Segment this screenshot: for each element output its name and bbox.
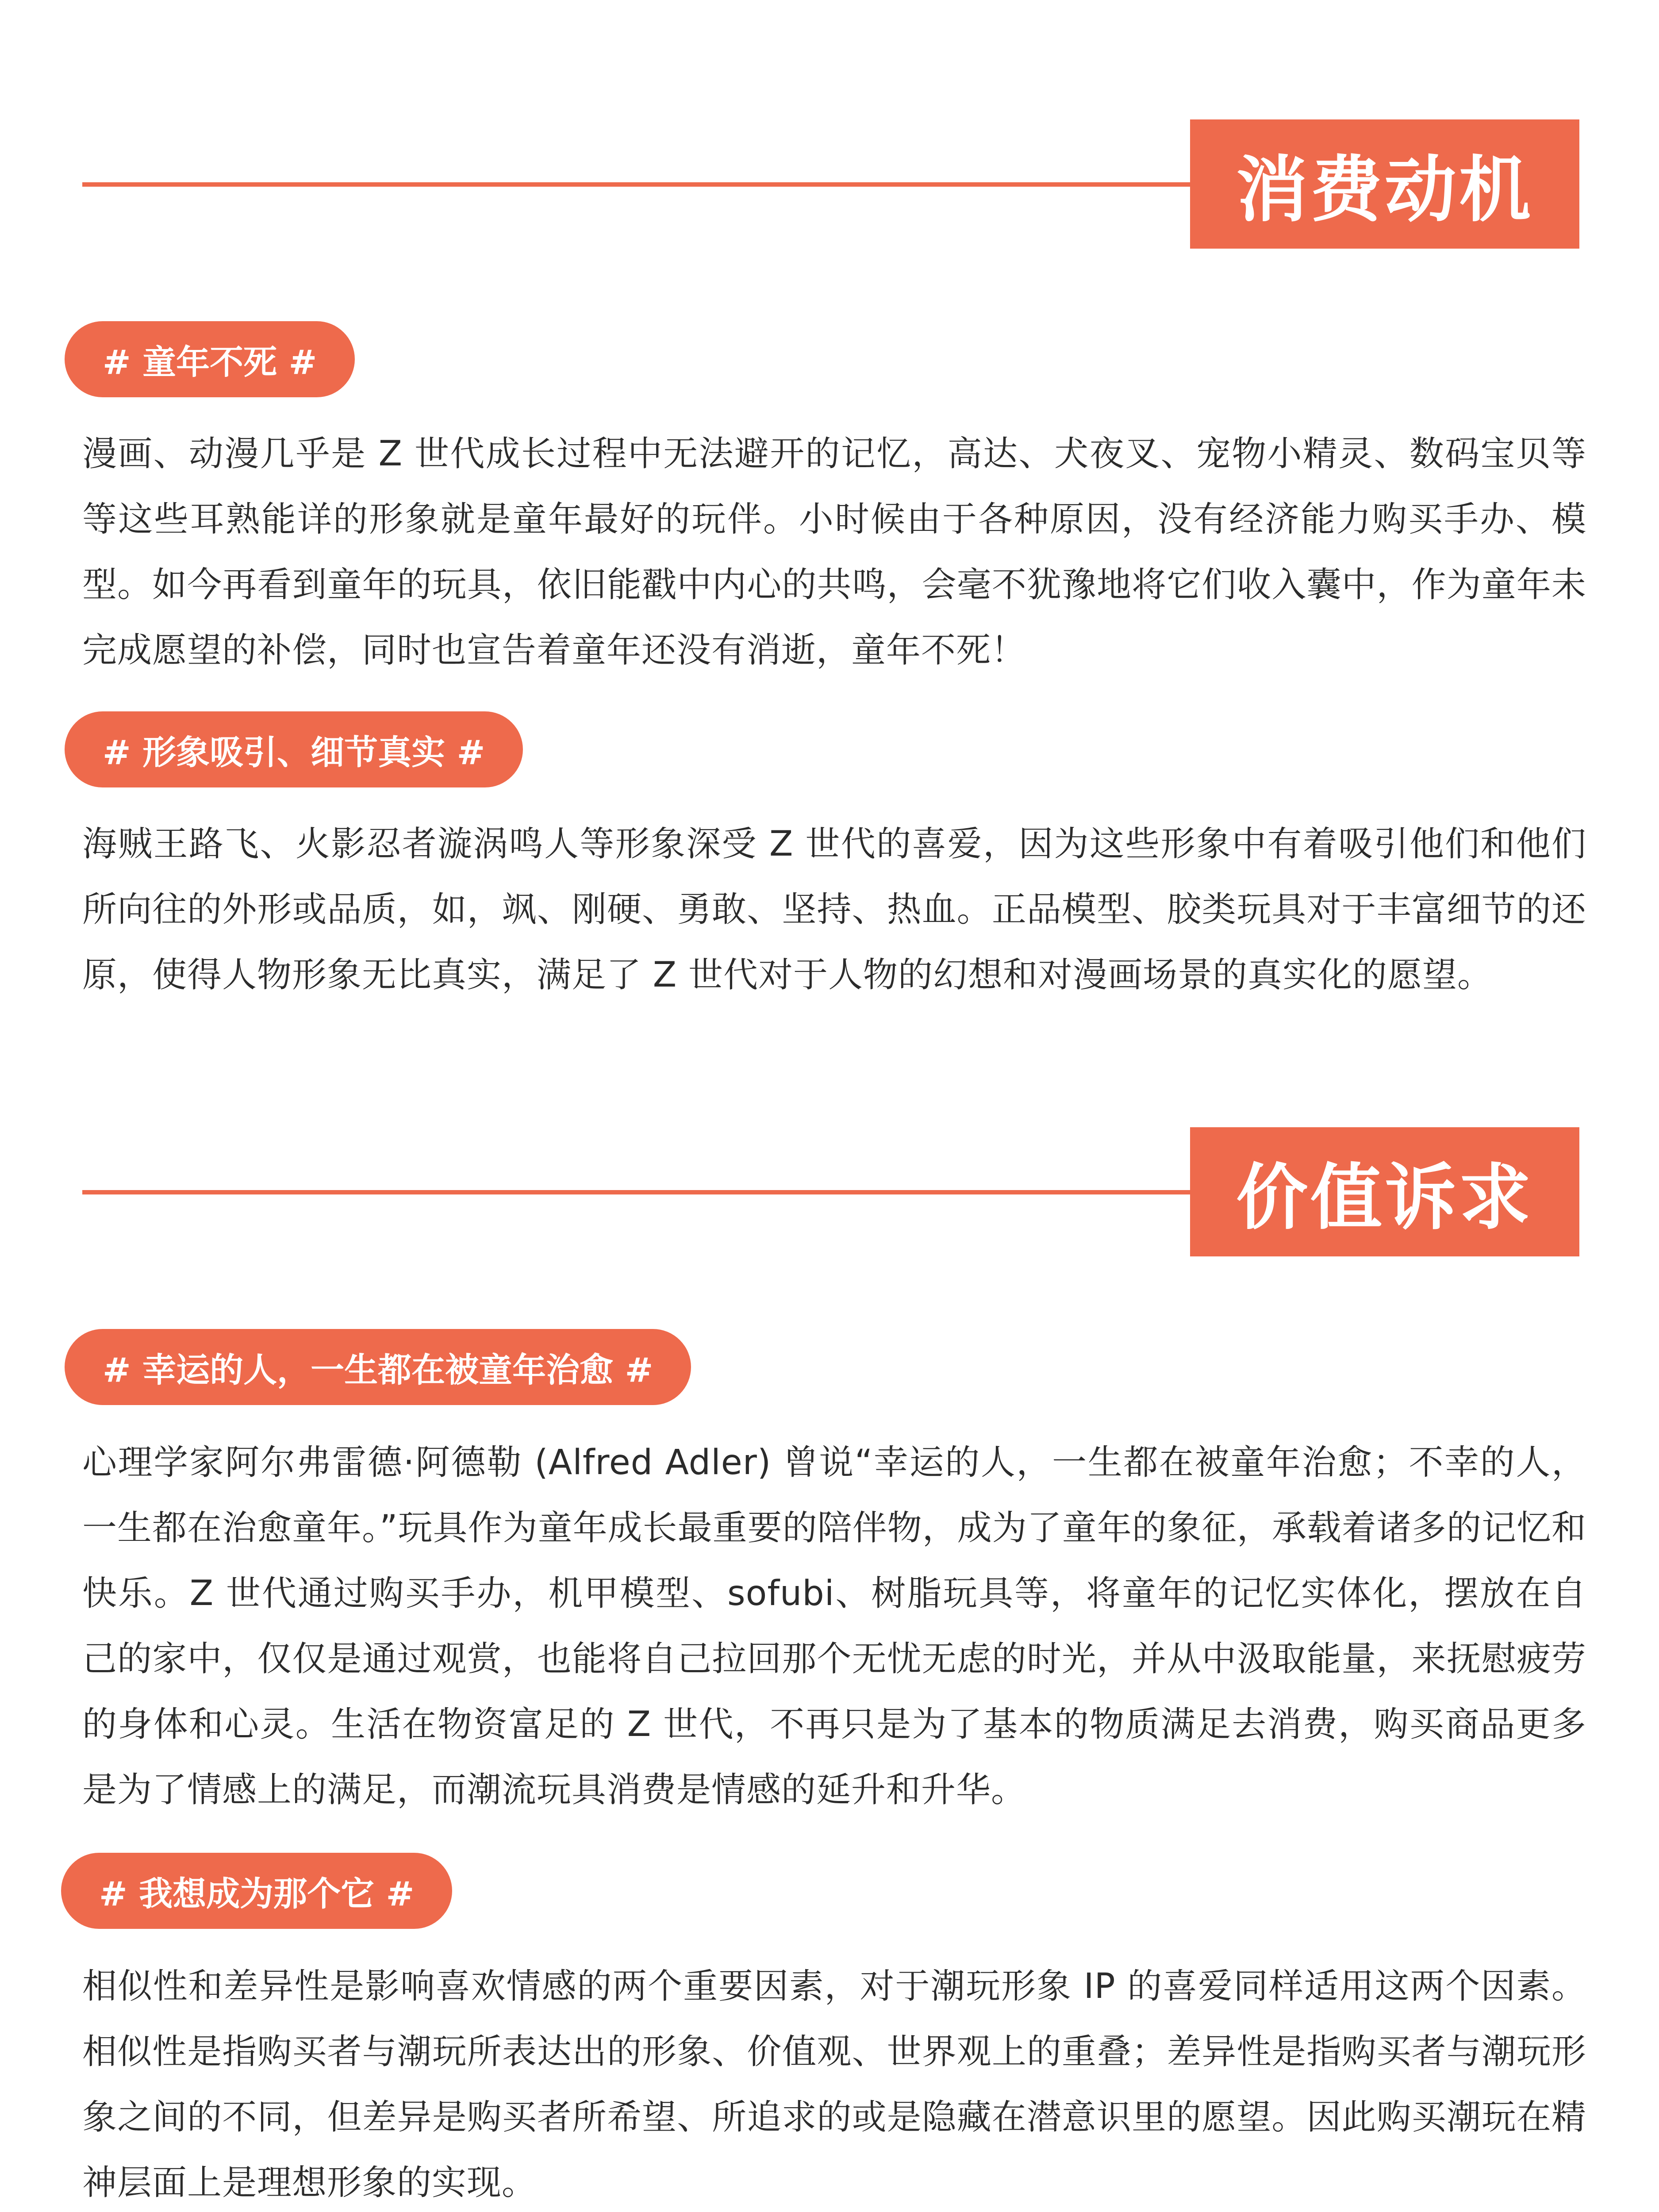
topic-tag: # 我想成为那个它 #	[61, 1853, 452, 1929]
topic-tag: # 童年不死 #	[65, 321, 355, 397]
section-title: 消费动机	[1190, 119, 1579, 249]
topic-tag: # 形象吸引、细节真实 #	[65, 711, 523, 787]
paragraph: 相似性和差异性是影响喜欢情感的两个重要因素，对于潮玩形象 IP 的喜爱同样适用这两个因素。相似性是指购买者与潮玩所表达出的形象、价值观、世界观上的重叠；差异性是指购买者与潮玩形象之间的不同，但差异是购买者所希望、所追求的或是隐藏在潜意识里的愿望。因此购买潮玩在精神层面上是理想形象的实现。	[82, 1966, 1586, 2203]
section-title: 价值诉求	[1190, 1127, 1579, 1256]
paragraph: 漫画、动漫几乎是 Z 世代成长过程中无法避开的记忆，高达、犬夜叉、宠物小精灵、数码宝贝等等这些耳熟能详的形象就是童年最好的玩伴。小时候由于各种原因，没有经济能力购买手办、模型。如今再看到童年的玩具，依旧能戳中内心的共鸣，会毫不犹豫地将它们收入囊中，作为童年未完成愿望的补偿，同时也宣告着童年还没有消逝，童年不死！	[82, 434, 1586, 670]
paragraph: 海贼王路飞、火影忍者漩涡鸣人等形象深受 Z 世代的喜爱，因为这些形象中有着吸引他们和他们所向往的外形或品质，如，飒、刚硬、勇敢、坚持、热血。正品模型、胶类玩具对于丰富细节的还原，使得人物形象无比真实，满足了 Z 世代对于人物的幻想和对漫画场景的真实化的愿望。	[82, 824, 1586, 995]
topic-tag: # 幸运的人，一生都在被童年治愈 #	[65, 1329, 691, 1405]
section-divider-line	[82, 1190, 1197, 1194]
paragraph: 心理学家阿尔弗雷德·阿德勒 (Alfred Adler) 曾说“幸运的人，一生都在被童年治愈；不幸的人，一生都在治愈童年。”玩具作为童年成长最重要的陪伴物，成为了童年的象征，承载着诸多的记忆和快乐。Z 世代通过购买手办，机甲模型、sofubi、树脂玩具等，将童年的记忆实体化，摆放在自己的家中，仅仅是通过观赏，也能将自己拉回那个无忧无虑的时光，并从中汲取能量，来抚慰疲劳的身体和心灵。生活在物资富足的 Z 世代，不再只是为了基本的物质满足去消费，购买商品更多是为了情感上的满足，而潮流玩具消费是情感的延升和升华。	[82, 1443, 1586, 1810]
section-divider-line	[82, 182, 1197, 187]
